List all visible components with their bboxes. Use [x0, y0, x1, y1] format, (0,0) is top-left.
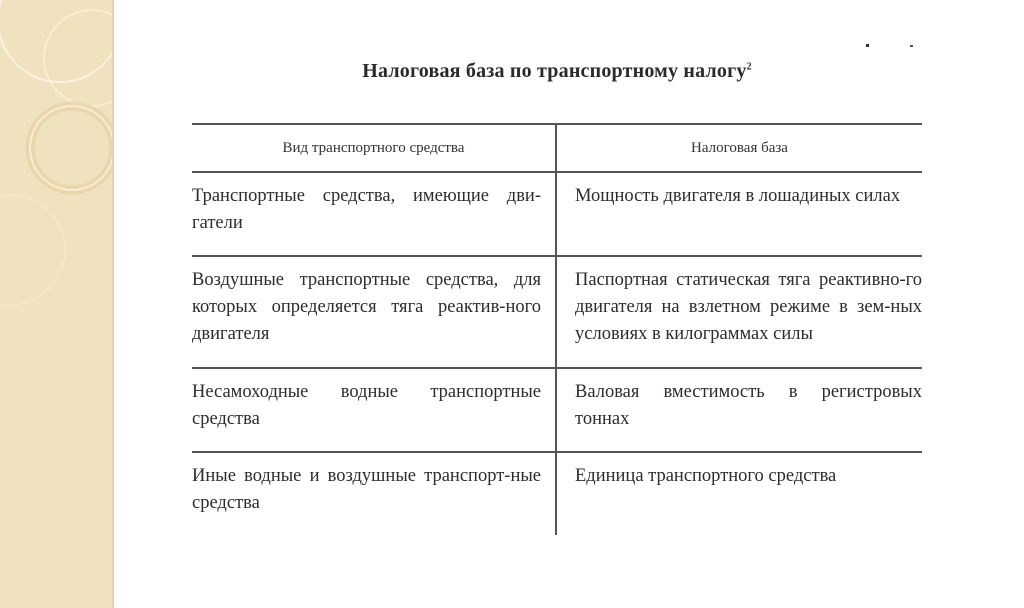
vehicle-type-cell: Воздушные транспортные средства, для которых определяется тяга реактив-ного двигателя: [192, 256, 556, 368]
decorative-rings-graphic: [0, 0, 112, 608]
tax-base-cell: Валовая вместимость в регистровых тоннах: [556, 368, 922, 452]
tax-base-table: [192, 123, 922, 535]
title-text: Налоговая база по транспортному налогу: [362, 60, 747, 82]
header-row: [192, 124, 922, 172]
header-tax-base: Налоговая база: [556, 124, 922, 172]
tax-base-cell: Единица транспортного средства: [575, 466, 837, 486]
table-row: [192, 452, 922, 535]
tax-base-cell: Мощность двигателя в лошадиных силах: [556, 172, 922, 256]
table-row: [192, 256, 922, 368]
vehicle-type-cell: Иные водные и воздушные транспорт-ные средства: [192, 452, 556, 535]
table-body: [192, 172, 922, 535]
scan-artifact-marks: [866, 40, 916, 50]
table-header: [192, 124, 922, 172]
table-row: [192, 368, 922, 452]
page-title: [192, 60, 922, 83]
header-vehicle-type: Вид транспортного средства: [192, 124, 556, 172]
table-row: [192, 172, 922, 256]
vehicle-type-cell: Несамоходные водные транспортные средства: [192, 368, 556, 452]
decorative-side-band: [0, 0, 112, 608]
footnote-marker: 2: [746, 61, 752, 73]
side-band-edge: [112, 0, 114, 608]
tax-base-cell: Паспортная статическая тяга реактивно-го двигателя на взлетном режиме в зем-ных условиях в килограммах силы: [556, 256, 922, 368]
vehicle-type-cell: Транспортные средства, имеющие дви-гатели: [192, 172, 556, 256]
